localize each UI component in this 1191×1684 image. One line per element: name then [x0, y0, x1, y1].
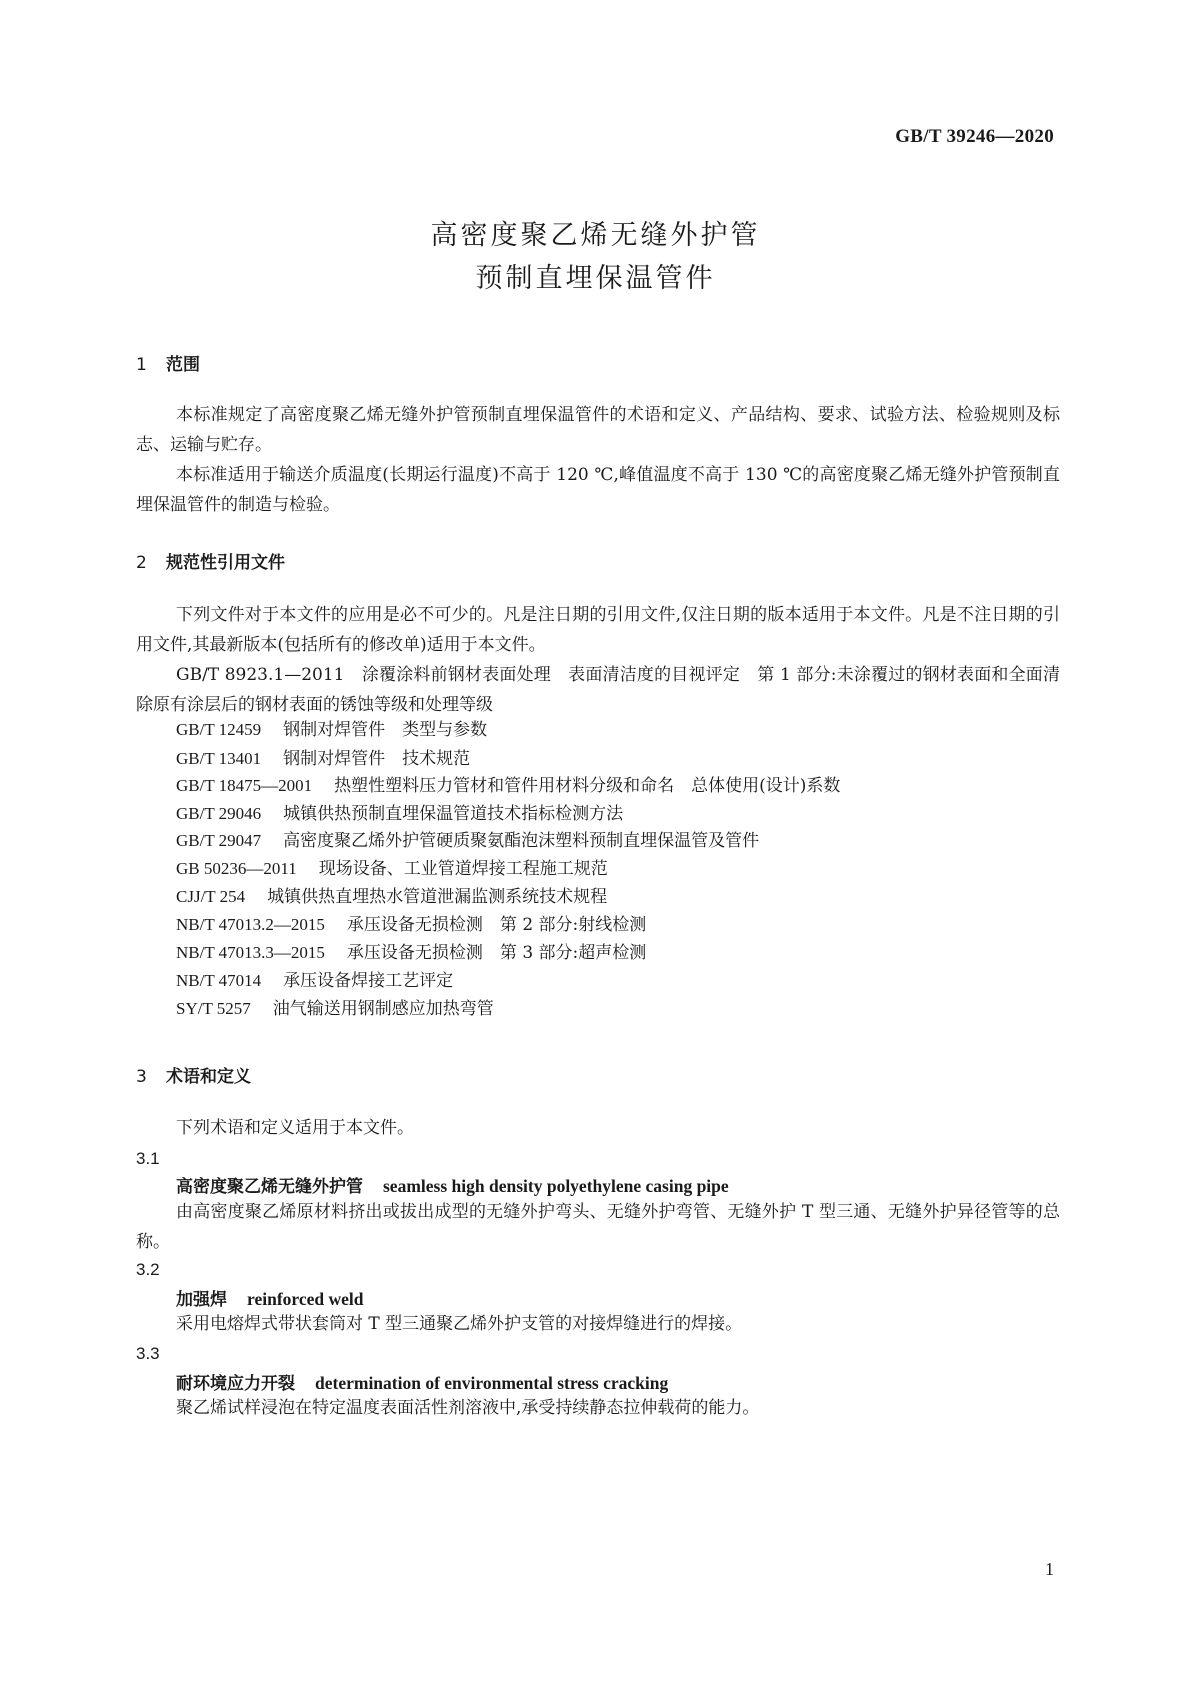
reference-item [176, 854, 608, 884]
section-number: 2 [136, 553, 147, 573]
reference-code: CJJ/T 254 [176, 887, 246, 906]
reference-code: NB/T 47013.3—2015 [176, 943, 325, 962]
reference-item [176, 966, 453, 996]
section-title: 规范性引用文件 [166, 553, 285, 573]
reference-item [176, 826, 759, 856]
reference-item [176, 744, 470, 774]
term-zh: 高密度聚乙烯无缝外护管 [176, 1177, 363, 1197]
reference-code: GB/T 12459 [176, 720, 262, 739]
reference-item [176, 910, 646, 940]
document-title-line2: 预制直埋保温管件 [475, 263, 716, 294]
section-number: 1 [136, 355, 147, 375]
reference-item [176, 799, 623, 829]
term-zh: 耐环境应力开裂 [176, 1374, 295, 1394]
document-title-line1: 高密度聚乙烯无缝外护管 [430, 220, 761, 251]
term-heading [176, 1369, 668, 1394]
term-number: 3.1 [136, 1149, 160, 1168]
section-title: 范围 [166, 355, 200, 375]
section-number: 3 [136, 1067, 147, 1087]
term-definition: 采用电熔焊式带状套筒对 T 型三通聚乙烯外护支管的对接焊缝进行的焊接。 [176, 1314, 743, 1334]
reference-item [176, 938, 646, 968]
term-number: 3.2 [136, 1260, 160, 1279]
term-definition: 聚乙烯试样浸泡在特定温度表面活性剂溶液中,承受持续静态拉伸载荷的能力。 [176, 1398, 760, 1418]
terms-intro: 下列术语和定义适用于本文件。 [176, 1118, 414, 1138]
reference-code: NB/T 47013.2—2015 [176, 915, 325, 934]
reference-title: 承压设备无损检测 第 2 部分:射线检测 [346, 915, 647, 935]
term-zh: 加强焊 [176, 1290, 227, 1310]
reference-title: 城镇供热直埋热水管道泄漏监测系统技术规程 [267, 887, 608, 907]
reference-title: 承压设备焊接工艺评定 [283, 971, 454, 991]
reference-title: 高密度聚乙烯外护管硬质聚氨酯泡沫塑料预制直埋保温管及管件 [283, 831, 760, 851]
reference-title: 钢制对焊管件 类型与参数 [283, 720, 488, 740]
reference-code: GB/T 13401 [176, 749, 262, 768]
page-number: 1 [1045, 1559, 1054, 1579]
term-definition: 由高密度聚乙烯原材料挤出或拔出成型的无缝外护弯头、无缝外护弯管、无缝外护 T 型三通、无缝外护异径管等的总称。 [136, 1202, 1060, 1252]
section-title: 术语和定义 [166, 1067, 251, 1087]
reference-item [176, 715, 487, 745]
reference-item [176, 994, 494, 1024]
term-en: seamless high density polyethylene casing pipe [383, 1176, 729, 1196]
standard-code: GB/T 39246—2020 [895, 126, 1054, 147]
reference-title: 城镇供热预制直埋保温管道技术指标检测方法 [283, 804, 624, 824]
reference-code: GB/T 29046 [176, 804, 262, 823]
reference-item [176, 771, 840, 801]
reference-title: 热塑性塑料压力管材和管件用材料分级和命名 总体使用(设计)系数 [334, 776, 841, 796]
section-heading-scope [136, 350, 200, 375]
term-heading [176, 1172, 729, 1197]
term-heading [176, 1285, 363, 1310]
term-en: determination of environmental stress cracking [315, 1373, 669, 1393]
reference-title: 钢制对焊管件 技术规范 [283, 749, 471, 769]
reference-title: 现场设备、工业管道焊接工程施工规范 [318, 859, 608, 879]
term-en: reinforced weld [247, 1289, 364, 1309]
reference-code: GB/T 29047 [176, 831, 262, 850]
reference-code: SY/T 5257 [176, 999, 251, 1018]
section-heading-normative-references [136, 548, 285, 573]
scope-paragraph-2: 本标准适用于输送介质温度(长期运行温度)不高于 120 ℃,峰值温度不高于 130 ℃的高密度聚乙烯无缝外护管预制直埋保温管件的制造与检验。 [136, 465, 1060, 515]
reference-code: GB 50236—2011 [176, 859, 297, 878]
reference-code: NB/T 47014 [176, 971, 262, 990]
reference-item [176, 882, 607, 912]
term-number: 3.3 [136, 1344, 160, 1363]
reference-code: GB/T 18475—2001 [176, 776, 313, 795]
section-heading-terms-definitions [136, 1062, 251, 1087]
reference-item-gbt-8923: GB/T 8923.1—2011 涂覆涂料前钢材表面处理 表面清洁度的目视评定 第 1 部分:未涂覆过的钢材表面和全面清除原有涂层后的钢材表面的锈蚀等级和处理等级 [136, 665, 1060, 715]
references-intro: 下列文件对于本文件的应用是必不可少的。凡是注日期的引用文件,仅注日期的版本适用于本文件。凡是不注日期的引用文件,其最新版本(包括所有的修改单)适用于本文件。 [136, 605, 1060, 655]
scope-paragraph-1: 本标准规定了高密度聚乙烯无缝外护管预制直埋保温管件的术语和定义、产品结构、要求、试验方法、检验规则及标志、运输与贮存。 [136, 405, 1060, 455]
reference-title: 承压设备无损检测 第 3 部分:超声检测 [346, 943, 647, 963]
reference-title: 油气输送用钢制感应加热弯管 [272, 999, 494, 1019]
